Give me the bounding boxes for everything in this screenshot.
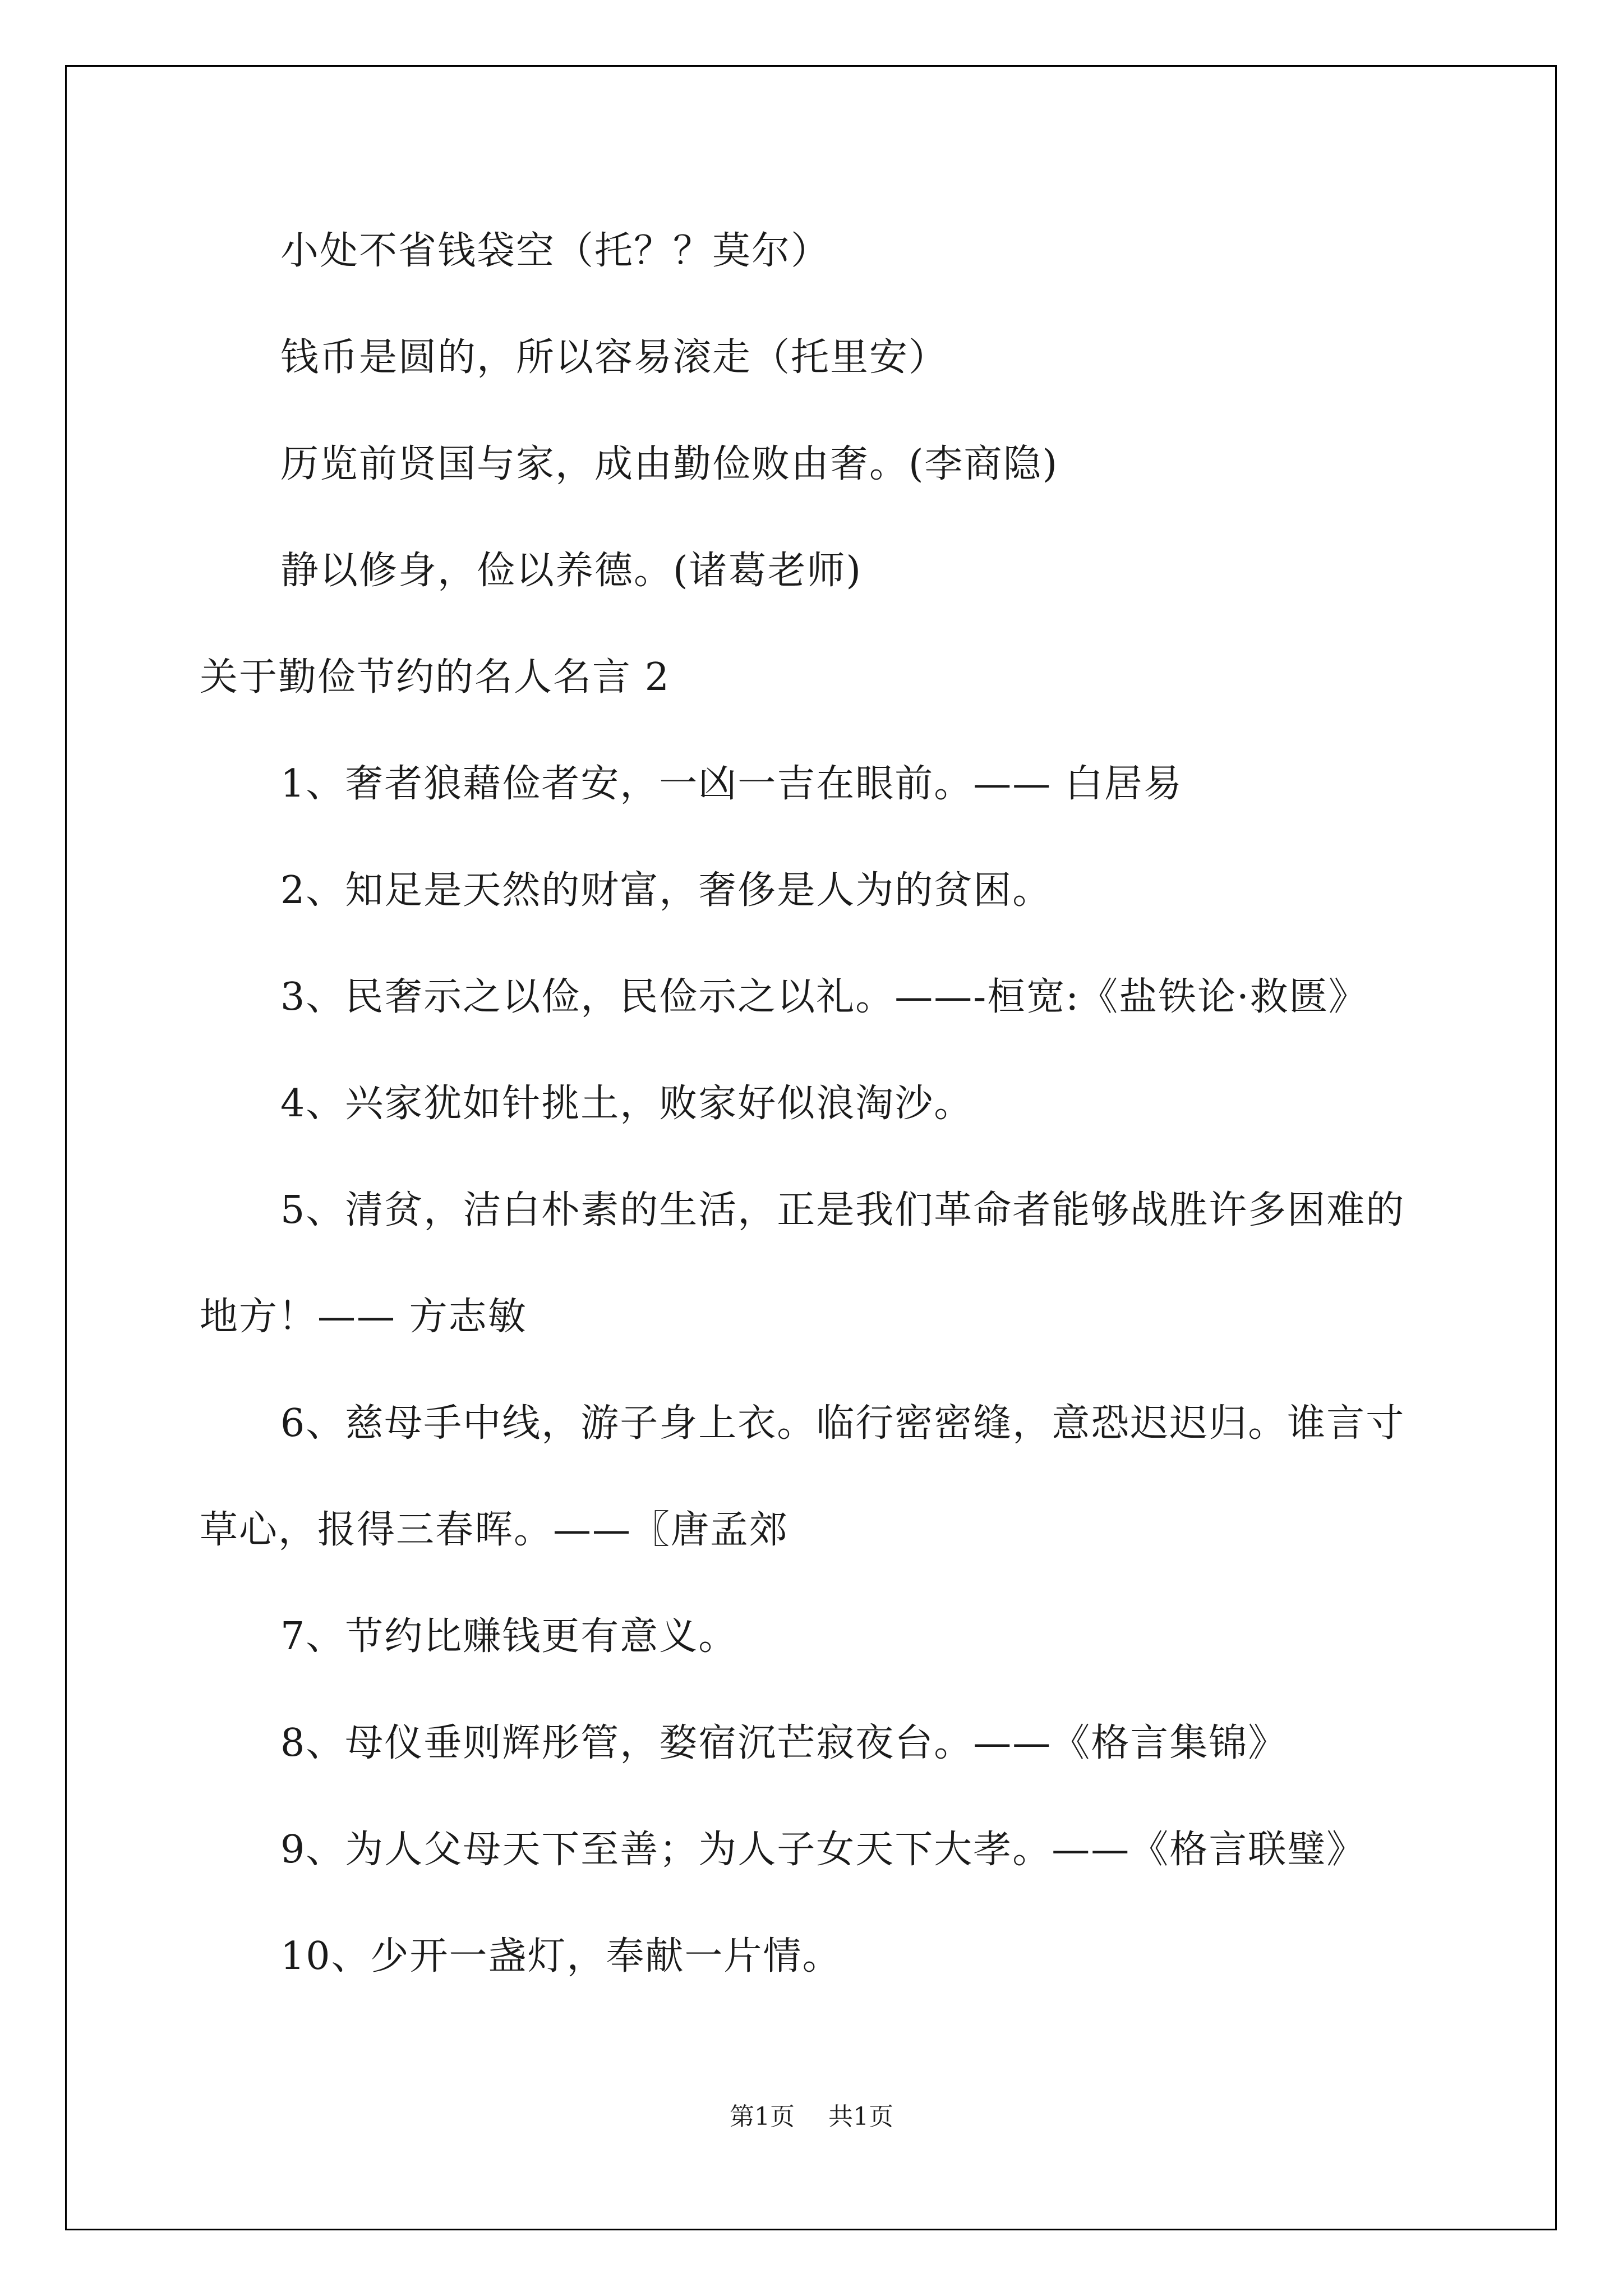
page-number: 第1页 [730, 2102, 795, 2131]
quote-item: 7、节约比赚钱更有意义。 [280, 1614, 738, 1659]
quote-item: 4、兴家犹如针挑土，败家好似浪淘沙。 [280, 1082, 974, 1126]
page-border [65, 65, 1557, 2230]
quote-item: 1、奢者狼藉俭者安，一凶一吉在眼前。—— 白居易 [280, 762, 1183, 806]
text-line: 静以修身，俭以养德。(诸葛老师) [280, 549, 863, 593]
page-total: 共1页 [828, 2102, 893, 2131]
quote-item: 3、民奢示之以俭，民俭示之以礼。——-桓宽:《盐铁论·救匮》 [280, 975, 1368, 1019]
text-line: 小处不省钱袋空（托？？莫尔） [280, 229, 831, 273]
quote-item-continuation: 草心，报得三春晖。——〖唐孟郊 [200, 1508, 789, 1552]
quote-item-continuation: 地方！—— 方志敏 [200, 1295, 527, 1339]
quote-item: 8、母仪垂则辉彤管，婺宿沉芒寂夜台。——《格言集锦》 [280, 1721, 1288, 1765]
quote-item: 5、清贫，洁白朴素的生活，正是我们革命者能够战胜许多困难的 [280, 1188, 1405, 1232]
quote-item: 6、慈母手中线，游子身上衣。临行密密缝，意恐迟迟归。谁言寸 [280, 1401, 1405, 1446]
quote-item: 10、少开一盏灯，奉献一片情。 [280, 1934, 842, 1978]
text-line: 历览前贤国与家，成由勤俭败由奢。(李商隐) [280, 442, 1059, 486]
section-heading: 关于勤俭节约的名人名言 2 [200, 655, 670, 700]
quote-item: 9、为人父母天下至善；为人子女天下大孝。——《格言联璧》 [280, 1828, 1366, 1872]
quote-item: 2、知足是天然的财富，奢侈是人为的贫困。 [280, 868, 1052, 913]
text-line: 钱币是圆的，所以容易滚走（托里安） [280, 335, 948, 380]
page-footer [0, 2102, 1623, 2132]
